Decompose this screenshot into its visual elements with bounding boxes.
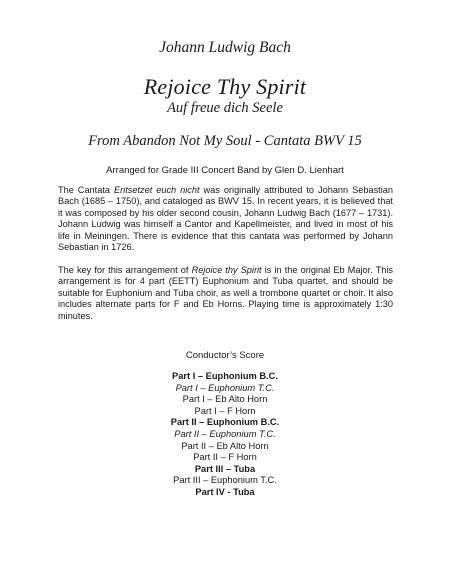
part-list-item: Part III – Euphonium T.C. bbox=[173, 475, 277, 486]
part-list-item: Part II – Eb Alto Horn bbox=[181, 440, 269, 451]
part-list-item: Part IV - Tuba bbox=[195, 486, 255, 497]
part-list-item: Part II – Euphonium T.C. bbox=[174, 428, 276, 439]
history-cantata-title: Entsetzet euch nicht bbox=[113, 185, 200, 195]
piece-subtitle: Auf freue dich Seele bbox=[167, 100, 283, 116]
piece-title: Rejoice Thy Spirit bbox=[143, 74, 307, 99]
part-list-item: Part II – F Horn bbox=[193, 452, 257, 463]
history-text-post: was originally attributed to Johann Sebastian Bach (1685 – 1750), and cataloged as BWV 15. In recent years, it is believed that it was composed by his older second cousin, Johann Ludwig Bach (1677 – 1731). Johann Ludwig was himself a Cantor and Kapellmeister, and lived in most of his life in Meiningen. There is evidence that this cantata was performed by Johann Sebastian in 1726. bbox=[58, 185, 393, 253]
score-heading: Conductor’s Score bbox=[185, 350, 265, 361]
part-list-item: Part I – Euphonium B.C. bbox=[172, 371, 278, 381]
arrangement-text-pre: The key for this arrangement of bbox=[58, 265, 192, 275]
part-list-item: Part I – Euphonium T.C. bbox=[175, 382, 275, 393]
part-list-item: Part I – Eb Alto Horn bbox=[182, 394, 268, 405]
part-list-item: Part III – Tuba bbox=[194, 463, 256, 474]
parts-list bbox=[0, 371, 450, 499]
source-work: From Abandon Not My Soul - Cantata BWV 15 bbox=[88, 133, 362, 149]
history-paragraph bbox=[58, 185, 393, 253]
part-list-item: Part II – Euphonium B.C. bbox=[170, 417, 280, 428]
part-list-item: Part I – F Horn bbox=[194, 405, 256, 416]
arrangement-paragraph bbox=[58, 265, 393, 322]
arranger-credit: Arranged for Grade III Concert Band by Glen D. Lienhart bbox=[106, 165, 344, 176]
arrangement-text-post: is in the original Eb Major. This arrangement is for 4 part (EETT) Euphonium and Tuba quartet, and should be suitable for Euphonium and Tuba choir, as well a trombone quartet or choir. It also includes alternate parts for F and Eb Horns. Playing time is approximately 1:30 minutes. bbox=[58, 265, 393, 321]
arrangement-piece-title: Rejoice thy Spirit bbox=[191, 265, 262, 275]
history-text-pre: The Cantata bbox=[58, 185, 114, 195]
composer-name: Johann Ludwig Bach bbox=[159, 39, 291, 56]
